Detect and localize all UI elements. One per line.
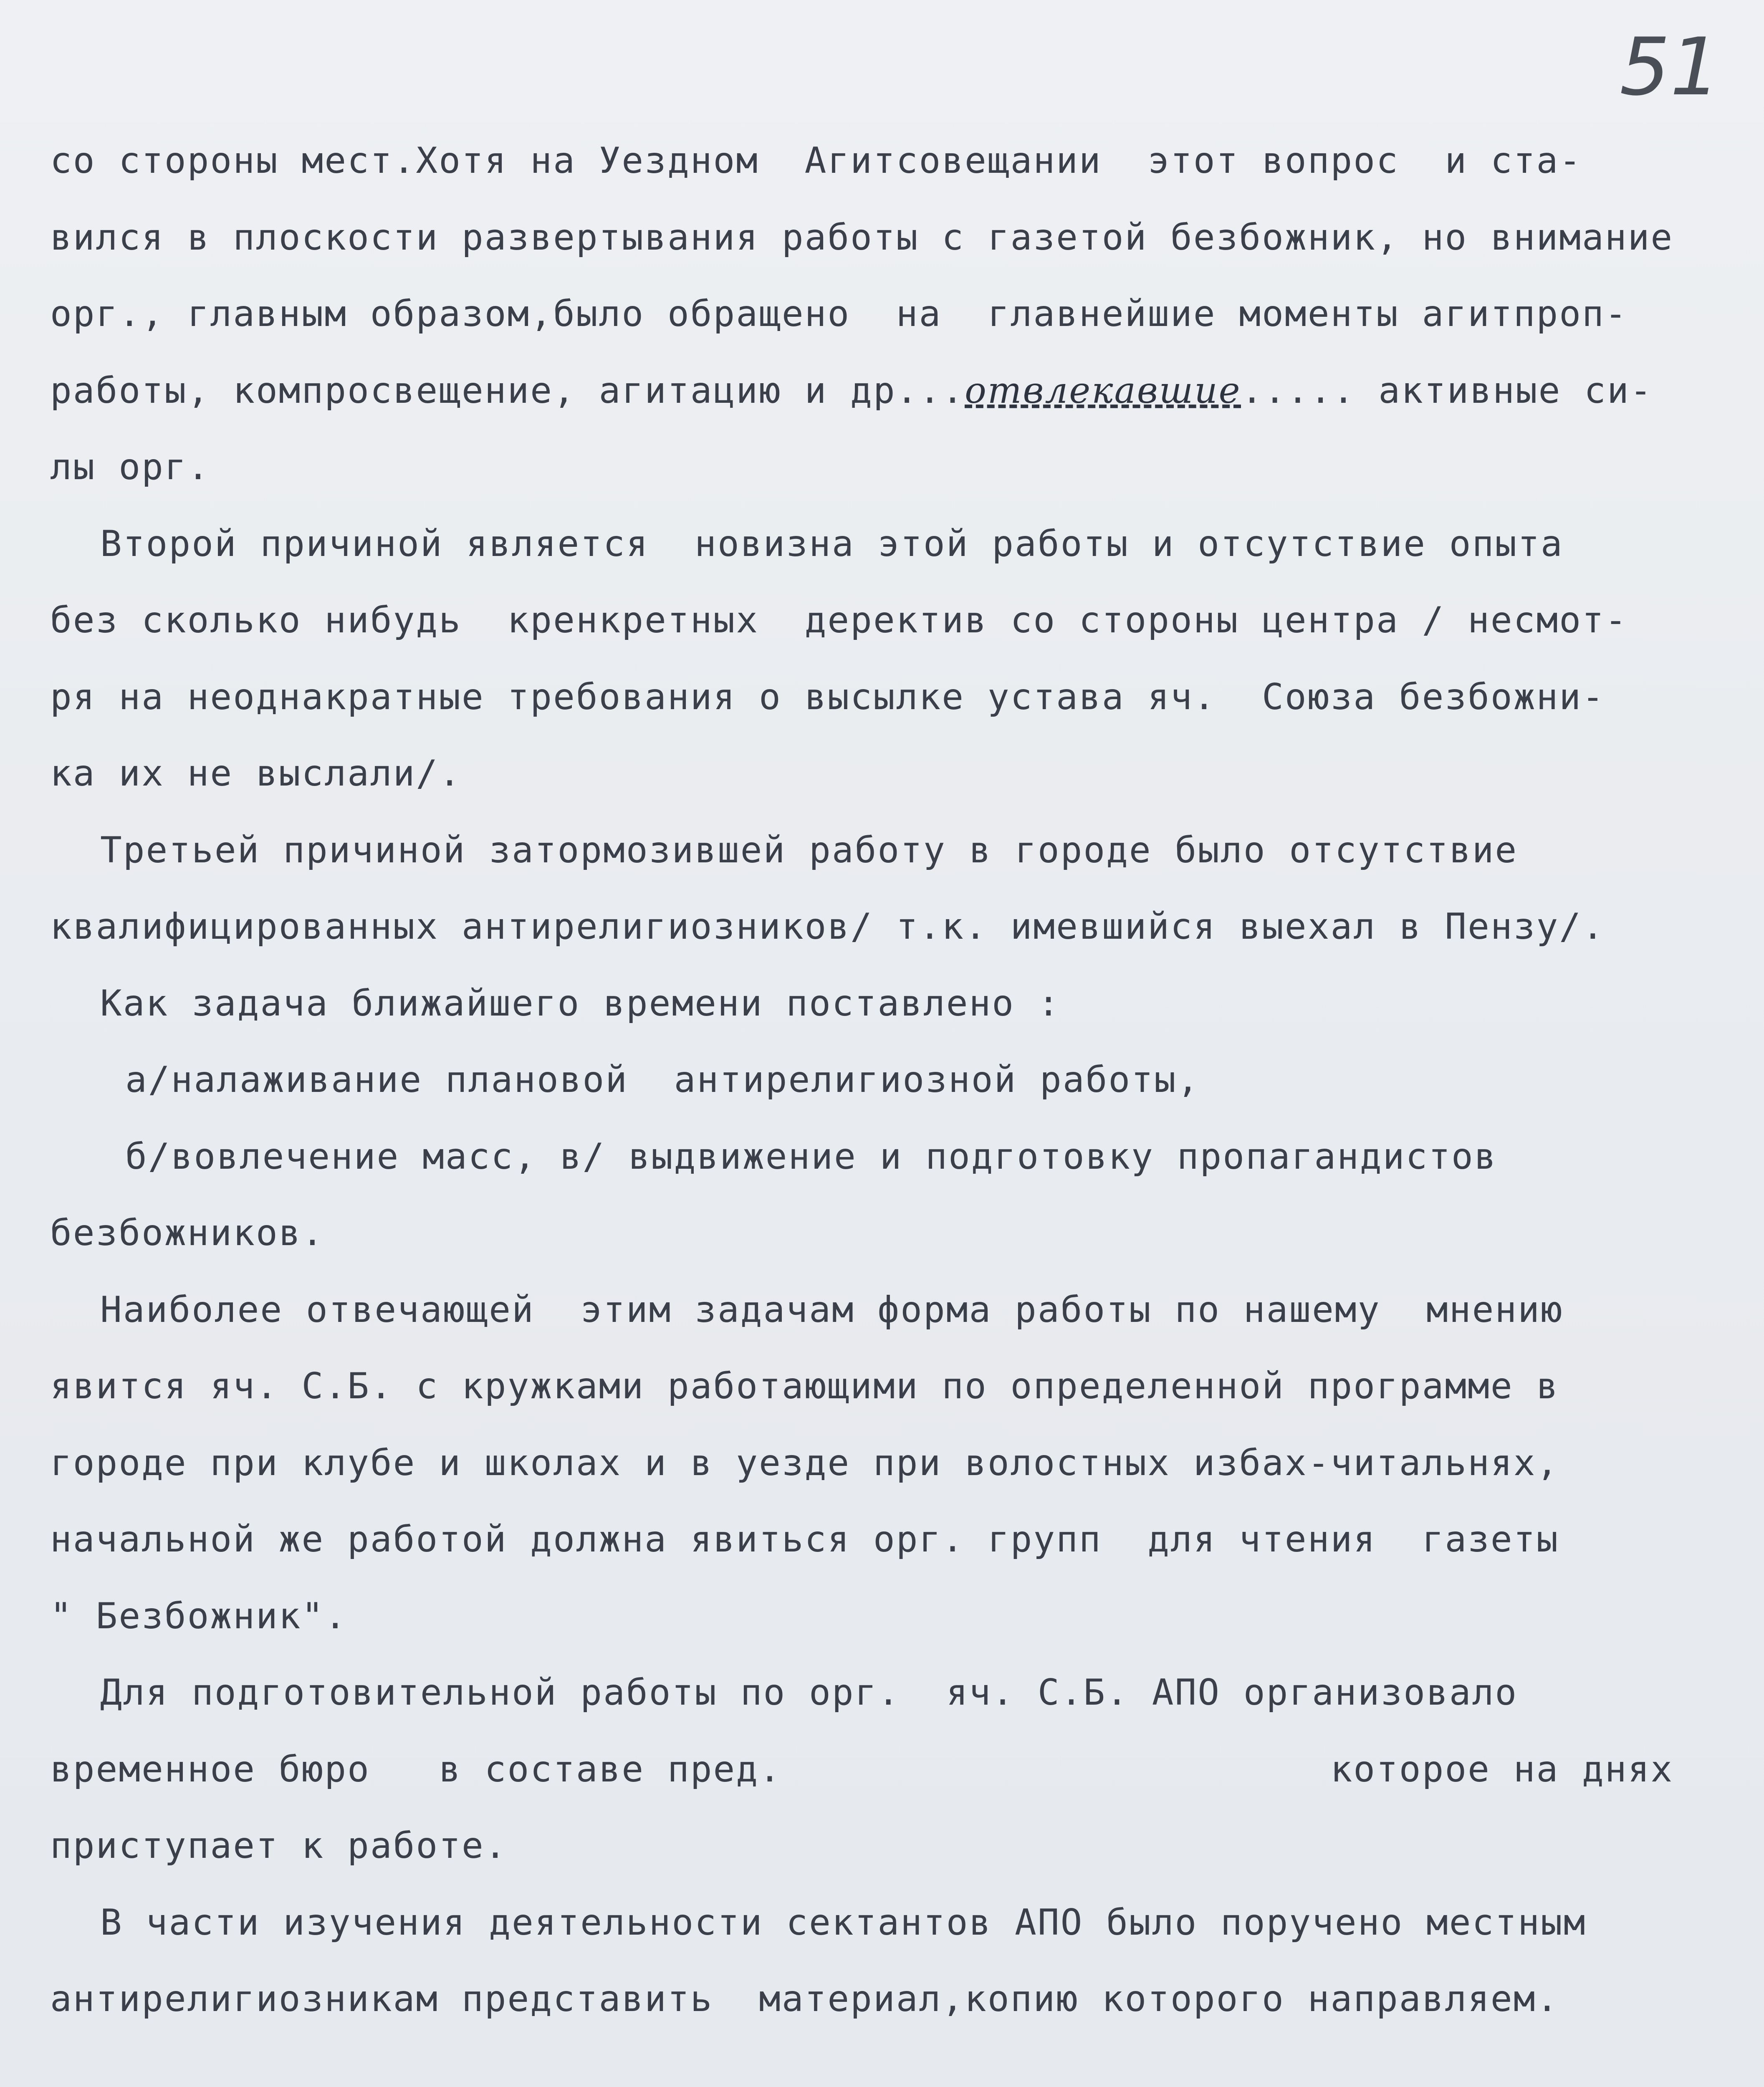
body-line-text: антирелигиозникам представить материал,копию которого направляем. [50, 1978, 1559, 2020]
body-line [50, 674, 1720, 720]
body-line-text: временное бюро в составе пред. которое на днях [50, 1748, 1674, 1790]
body-line [50, 750, 1720, 796]
body-line [100, 1900, 1764, 1946]
body-line-text: Как задача ближайшего времени поставлено : [100, 982, 1061, 1024]
body-line-text: без сколько нибудь кренкретных деректив со стороны центра / несмот- [50, 599, 1628, 641]
body-line-text: ря на неоднакратные требования о высылке устава яч. Союза безбожни- [50, 676, 1605, 718]
body-line-text: Для подготовительной работы по орг. яч. С.Б. АПО организовало [100, 1672, 1518, 1713]
body-line-text: приступает к работе. [50, 1825, 508, 1867]
body-line-text: ка их не выслали/. [50, 753, 462, 794]
body-line-text: начальной же работой должна явиться орг. групп для чтения газеты [50, 1519, 1559, 1560]
page-number: 51 [1620, 21, 1721, 113]
body-line-text: явится яч. С.Б. с кружками работающими по определенной программе в [50, 1365, 1559, 1407]
body-line-text: лы орг. [50, 446, 210, 488]
body-line-text: безбожников. [50, 1212, 325, 1254]
body-line [50, 368, 1720, 414]
body-line-text: со стороны мест.Хотя на Уездном Агитсовещании этот вопрос и ста- [50, 140, 1582, 182]
body-line [125, 1134, 1764, 1180]
body-line [50, 138, 1720, 184]
body-line [50, 215, 1720, 260]
body-line-text: квалифицированных антирелигиозников/ т.к. имевшийся выехал в Пензу/. [50, 906, 1605, 947]
body-line-text: Третьей причиной затормозившей работу в городе было отсутствие [100, 829, 1518, 871]
body-line-text: а/налаживание плановой антирелигиозной работы, [125, 1059, 1200, 1101]
body-line-text: городе при клубе и школах и в уезде при волостных избах-читальнях, [50, 1442, 1559, 1484]
handwritten-insertion: отвлекавшие [965, 369, 1241, 412]
body-line [100, 827, 1764, 873]
body-line [50, 1440, 1720, 1486]
body-line [50, 291, 1720, 337]
body-line-text: Второй причиной является новизна этой работы и отсутствие опыта [100, 523, 1564, 565]
body-line [50, 1976, 1720, 2022]
body-line [100, 521, 1764, 567]
body-line-text: " Безбожник". [50, 1595, 348, 1637]
body-line [50, 597, 1720, 643]
body-line-continuation: ..... активные си- [1241, 369, 1653, 412]
body-line [125, 1057, 1764, 1103]
body-line-text: работы, компросвещение, агитацию и др... [50, 369, 965, 412]
body-line [50, 1746, 1720, 1792]
body-line [50, 1823, 1720, 1869]
body-line [100, 980, 1764, 1026]
body-line [50, 1363, 1720, 1409]
body-line-text: Наиболее отвечающей этим задачам форма работы по нашему мнению [100, 1289, 1564, 1331]
body-line [50, 1210, 1720, 1256]
body-line-text: В части изучения деятельности сектантов АПО было поручено местным [100, 1901, 1587, 1943]
body-line [100, 1287, 1764, 1333]
body-line [50, 1516, 1720, 1562]
body-line-text: б/вовлечение масс, в/ выдвижение и подготовку пропагандистов [125, 1135, 1497, 1177]
body-line-text: вился в плоскости развертывания работы с газетой безбожник, но внимание [50, 216, 1674, 258]
body-line-text: орг., главным образом,было обращено на главнейшие моменты агитпроп- [50, 293, 1628, 335]
body-line [50, 1593, 1720, 1639]
body-line [50, 444, 1720, 490]
body-line [50, 904, 1720, 950]
body-line [100, 1670, 1764, 1716]
